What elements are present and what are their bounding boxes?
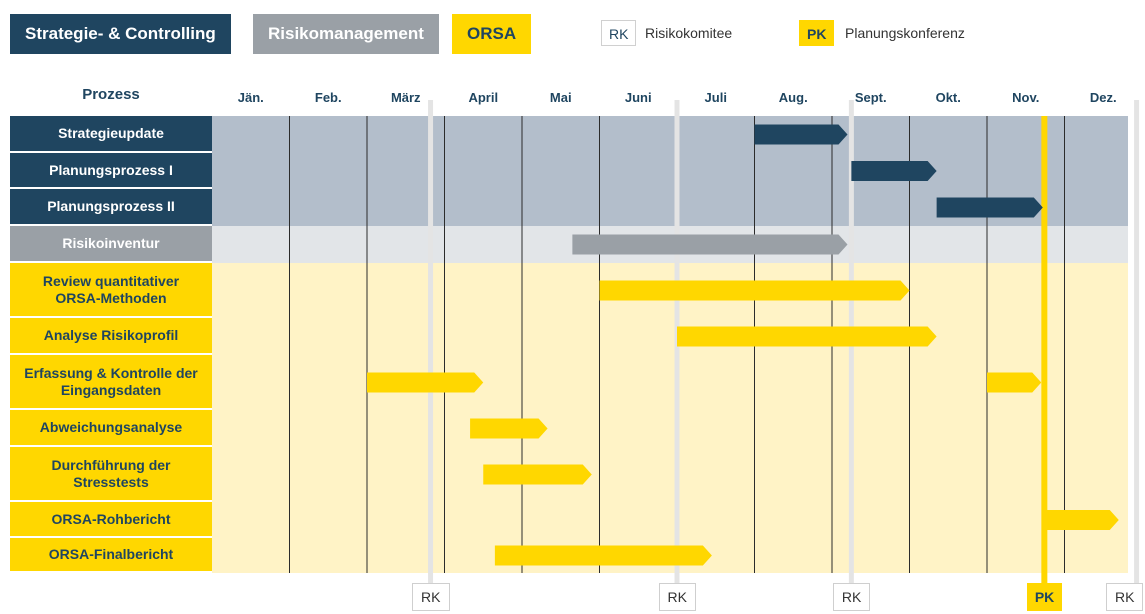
month-3: April — [468, 90, 499, 105]
bar-8-0 — [483, 465, 592, 485]
month-10: Nov. — [1012, 90, 1040, 105]
month-0: Jän. — [237, 90, 264, 105]
process-label-2: Planungsprozess II — [10, 189, 212, 226]
bar-7-0 — [470, 419, 548, 439]
process-label-6: Erfassung & Kontrolle der Eingangsdaten — [10, 355, 212, 410]
bar-4-0 — [600, 281, 910, 301]
bar-0-0 — [755, 125, 848, 145]
month-8: Sept. — [854, 90, 887, 105]
legend-pk-key: PK — [799, 20, 834, 46]
legend-rk-label: Risikokomitee — [645, 25, 733, 41]
month-5: Juni — [624, 90, 652, 105]
process-label-7: Abweichungsanalyse — [10, 410, 212, 447]
bar-9-0 — [1047, 510, 1119, 530]
pk-milestone-3: PK — [1027, 583, 1062, 611]
bar-10-0 — [495, 546, 712, 566]
month-4: Mai — [549, 90, 572, 105]
legend-risikomanagement: Risikomanagement — [253, 14, 439, 54]
rk-milestone-1: RK — [659, 583, 696, 611]
process-label-1: Planungsprozess I — [10, 153, 212, 189]
process-label-9: ORSA-Rohbericht — [10, 502, 212, 538]
month-9: Okt. — [935, 90, 961, 105]
month-2: März — [390, 90, 421, 105]
bar-5-0 — [677, 327, 937, 347]
bar-6-1 — [987, 373, 1041, 393]
process-label-10: ORSA-Finalbericht — [10, 538, 212, 573]
header-process: Prozess — [82, 86, 140, 103]
legend-pk-label: Planungskonferenz — [845, 25, 965, 41]
bar-2-0 — [937, 198, 1043, 218]
legend-orsa: ORSA — [452, 14, 531, 54]
month-7: Aug. — [778, 90, 808, 105]
bar-6-0 — [367, 373, 483, 393]
rk-milestone-4: RK — [1106, 583, 1143, 611]
process-label-8: Durchführung der Stresstests — [10, 447, 212, 502]
rk-milestone-0: RK — [412, 583, 449, 611]
process-label-3: Risikoinventur — [10, 226, 212, 263]
process-label-4: Review quantitativer ORSA-Methoden — [10, 263, 212, 318]
bar-3-0 — [572, 235, 847, 255]
rk-milestone-2: RK — [833, 583, 870, 611]
month-11: Dez. — [1089, 90, 1117, 105]
process-label-0: Strategieupdate — [10, 116, 212, 153]
legend-strategy-controlling: Strategie- & Controlling — [10, 14, 231, 54]
process-label-5: Analyse Risikoprofil — [10, 318, 212, 355]
month-6: Juli — [704, 90, 727, 105]
legend-rk-key: RK — [601, 20, 636, 46]
band-orsa — [212, 263, 1128, 573]
bar-1-0 — [851, 161, 936, 181]
month-1: Feb. — [314, 90, 342, 105]
